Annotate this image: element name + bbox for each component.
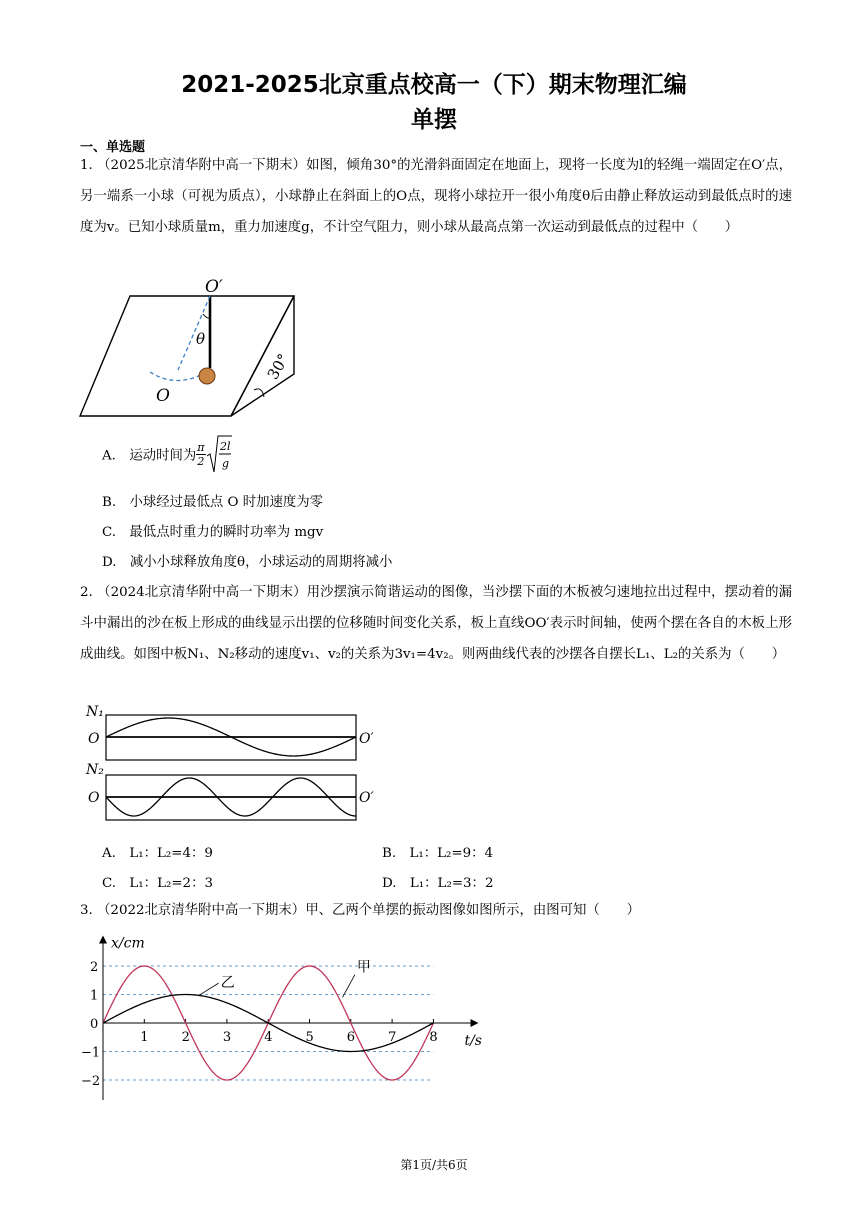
page-footer: 第1页/共6页 [400,1158,468,1172]
series-label-yi: 乙 [220,975,235,992]
axis-o-prime-label-1: O′ [359,731,374,747]
x-tick-label: 6 [346,1030,356,1045]
option-1a: A. 运动时间为 $\frac{\pi}{2}$ 2l g [102,434,232,474]
pivot-label: O′ [205,277,223,297]
question-source: （2022北京清华附中高一下期末） [97,903,306,918]
axis-o-prime-label-2: O′ [359,790,374,806]
series-label-jia: 甲 [356,959,371,976]
question-number: 1. [80,158,93,173]
svg-text:g: g [221,457,229,470]
y-tick-label: −2 [81,1074,101,1089]
y-tick-label: 2 [90,960,99,975]
question-source: （2025北京清华附中高一下期末） [97,158,307,173]
axis-o-label-2: O [88,790,100,806]
option-1b: B. 小球经过最低点 O 时加速度为零 [102,495,324,510]
x-tick-label: 7 [388,1030,397,1045]
x-tick-label: 8 [429,1030,438,1045]
question-number: 2. [80,585,93,600]
question-text: 如图，倾角30°的光滑斜面固定在地面上，现将一长度为l的轻绳一端固定在O′点，另一端系一小球（可视为质点），小球静止在斜面上的O点，现将小球拉开一很小角度θ后由静止释放运动到最低点时的速度为v。已知小球质量m，重力加速度g，不计空气阻力，则小球从最高点第一次运动到最低点的过程中（ ） [80,158,793,235]
section-heading: 一、单选题 [80,140,146,155]
x-tick-label: 1 [140,1030,149,1045]
option-1c: C. 最低点时重力的瞬时功率为 mgv [102,525,324,540]
board-n1-label: N₁ [86,704,104,720]
axis-o-label-1: O [88,731,100,747]
option-2c: C. L₁：L₂=2：3 [102,876,213,891]
page-subtitle: 单摆 [411,107,457,133]
x-tick-label: 5 [305,1030,314,1045]
angle-label: θ [196,330,206,348]
question-number: 3. [80,903,93,918]
option-2a: A. L₁：L₂=4：9 [102,846,213,861]
option-1d: D. 减小小球释放角度θ，小球运动的周期将减小 [102,555,393,570]
incline-angle-label: 30° [263,350,293,383]
question-source: （2024北京清华附中高一下期末） [97,585,307,600]
oscillation-chart [78,926,498,1110]
lowest-point-label: O [156,386,170,406]
question-3 [80,895,792,926]
page-title: 2021-2025北京重点校高一（下）期末物理汇编 [181,72,687,98]
y-tick-label: −1 [81,1045,101,1061]
svg-text:2l: 2l [219,440,231,453]
option-2b: B. L₁：L₂=9：4 [382,846,494,861]
y-tick-label: 0 [90,1017,99,1032]
question-2 [80,577,792,670]
question-text: 用沙摆演示简谐运动的图像，当沙摆下面的木板被匀速地拉出过程中，摆动着的漏斗中漏出的沙在板上形成的曲线显示出摆的位移随时间变化关系，板上直线OO′表示时间轴，使两个摆在各自的木板上形成曲线。如图中板N₁、N₂移动的速度v₁、v₂的关系为3v₁=4v₂。则两曲线代表的沙摆各自摆长L₁、L₂的关系为（ ） [80,585,792,662]
y-axis-label: x/cm [111,935,145,952]
sand-pendulum-figure [84,702,384,822]
incline-pendulum-figure [78,272,308,422]
question-text: 甲、乙两个单摆的振动图像如图所示，由图可知（ ） [305,903,640,918]
x-tick-label: 2 [181,1030,190,1045]
x-tick-label: 3 [222,1030,232,1045]
x-tick-label: 4 [264,1030,273,1045]
x-axis-label: t/s [464,1033,482,1049]
question-1 [80,150,792,243]
y-tick-label: 1 [90,988,99,1004]
option-2d: D. L₁：L₂=3：2 [382,876,494,891]
board-n2-label: N₂ [86,762,104,778]
